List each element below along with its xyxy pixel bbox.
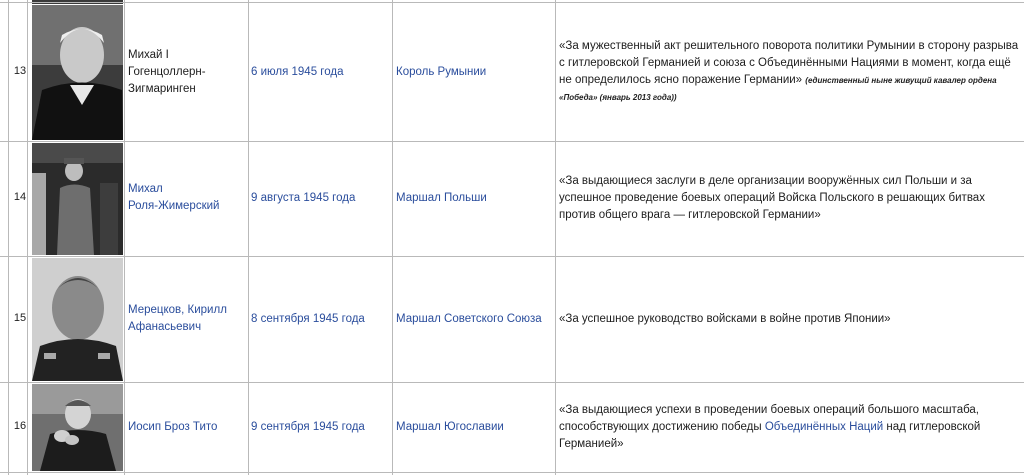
grid-line (555, 0, 556, 475)
citation-text (559, 402, 999, 453)
person-name-line[interactable]: Михал (128, 183, 163, 195)
person-name-line[interactable]: Афанасьевич (128, 321, 202, 333)
rank-link[interactable]: Король Румынии (396, 66, 487, 78)
grid-line (0, 382, 1024, 383)
award-date-link[interactable]: 8 сентября 1945 года (251, 313, 365, 325)
grid-line (248, 0, 249, 475)
person-name-line: Гогенцоллерн- (128, 66, 206, 78)
award-date-link[interactable]: 9 августа 1945 года (251, 192, 356, 204)
citation-text: «За успешное руководство войсками в войне против Японии» (559, 313, 891, 325)
citation-text (559, 38, 1021, 106)
grid-line (392, 0, 393, 475)
row-number: 15 (13, 312, 27, 324)
grid-line (0, 141, 1024, 142)
row-number: 13 (13, 65, 27, 77)
person-name-link[interactable]: Иосип Броз Тито (128, 421, 218, 433)
award-date-link[interactable]: 9 сентября 1945 года (251, 421, 365, 433)
portrait-photo[interactable] (32, 258, 123, 381)
citation-text-part: «За выдающиеся успехи в проведении боевых операций большого масштаба, способствующих достижению победы (559, 404, 979, 433)
grid-line (0, 256, 1024, 257)
rank-link[interactable]: Маршал Советского Союза (396, 313, 542, 325)
rank-link[interactable]: Маршал Польши (396, 192, 487, 204)
citation-main: «За мужественный акт решительного поворота политики Румынии в сторону разрыва с гитлеровской Германией и союза с Объединёнными Нациями в момент, когда ещё не определилось ясно поражение Германии» (559, 40, 1019, 86)
grid-line (124, 0, 125, 475)
rank-link[interactable]: Маршал Югославии (396, 421, 504, 433)
portrait-photo[interactable] (32, 384, 123, 471)
citation-note: (единственный ныне живущий кавалер ордена (805, 76, 997, 85)
citation-text-part: над гитлеровской Германией» (559, 421, 981, 450)
united-nations-link[interactable]: Объединённых Наций (764, 421, 884, 433)
person-name-line[interactable]: Роля-Жимерский (128, 200, 220, 212)
award-date-link[interactable]: 6 июля 1945 года (251, 66, 344, 78)
row-number: 14 (13, 191, 27, 203)
person-name-line: Михай I (128, 49, 169, 61)
portrait-photo[interactable] (32, 143, 123, 255)
grid-line (0, 2, 1024, 3)
grid-line (0, 472, 1024, 473)
person-name-line[interactable]: Мерецков, Кирилл (128, 304, 227, 316)
citation-text: «За выдающиеся заслуги в деле организации вооружённых сил Польши и за успешное проведение боевых операций Войска Польского в решающих битвах против общего врага — гитлеровской Германии» (559, 175, 985, 221)
row-number: 16 (13, 420, 27, 432)
person-name-line: Зигмаринген (128, 83, 196, 95)
citation-note: «Победа» (январь 2013 года)) (559, 93, 677, 102)
portrait-photo[interactable] (32, 5, 123, 140)
